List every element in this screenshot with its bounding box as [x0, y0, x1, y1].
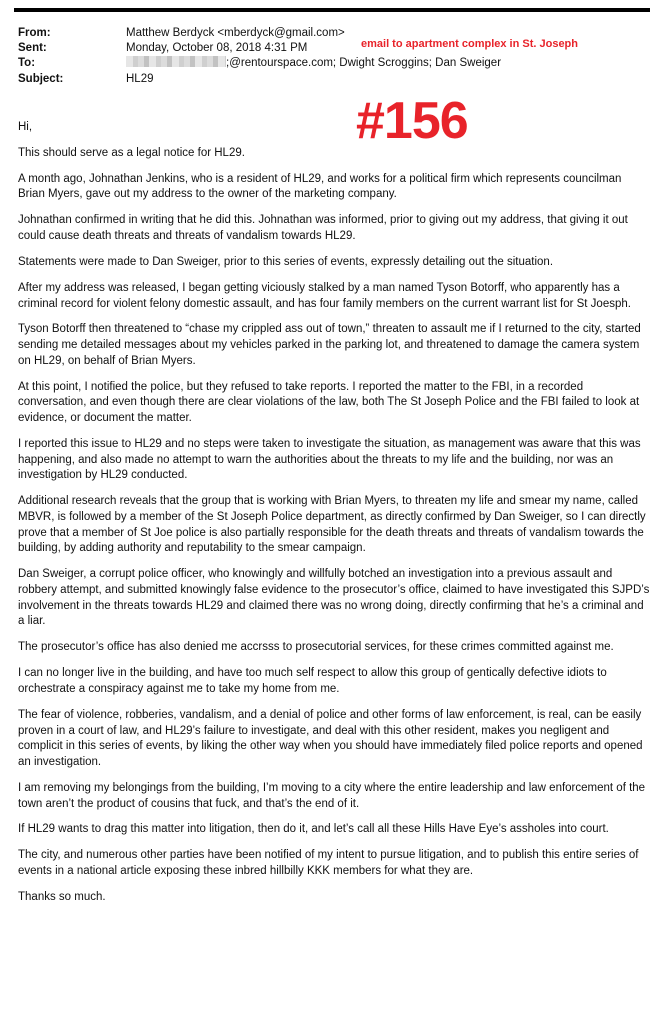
body-paragraph: I reported this issue to HL29 and no steps were taken to investigate the situation, as management was aware that this was happening, and also made no attempt to warn the authorities about the threats to my life and the building, nor was an investigation by HL29 conducted. [18, 438, 641, 482]
body-paragraph: This should serve as a legal notice for HL29. [18, 146, 245, 159]
body-paragraph: At this point, I notified the police, but they refused to take reports. I reported the matter to the FBI, in a recorded conversation, and even though there are clear violations of the law, both The St Joseph Police and the FBI failed to look at evidence, or document the matter. [18, 380, 640, 425]
top-rule [14, 8, 650, 12]
to-label: To: [18, 57, 36, 69]
red-annotation-number: #156 [356, 92, 468, 150]
subject-label: Subject: [18, 73, 64, 85]
body-paragraph: I can no longer live in the building, and have too much self respect to allow this group of gentically defective idiots to orchestrate a conspiracy against me to take my home from me. [18, 667, 607, 695]
body-paragraph: Additional research reveals that the group that is working with Brian Myers, to threaten my life and smear my name, called MBVR, is followed by a member of the St Joseph Police department, as directly confirmed by Dan Sweiger, so I can directly prove that a member of St Joe police is also partially responsible for the death threats and threats of vandalism towards the building, by adding authority and reputability to the smear campaign. [18, 495, 646, 555]
sent-value: Monday, October 08, 2018 4:31 PM [126, 42, 308, 54]
body-paragraph: I am removing my belongings from the building, I’m moving to a city where the entire leadership and law enforcement of the town aren’t the product of cousins that fuck, and that’s the end of it. [18, 781, 646, 810]
body-paragraph: Hi, [18, 121, 33, 133]
body-paragraph: Thanks so much. [18, 890, 106, 903]
email-body [18, 120, 650, 916]
sent-label: Sent: [18, 42, 47, 54]
body-paragraph: Dan Sweiger, a corrupt police officer, who knowingly and willfully botched an investigation into a previous assault and robbery attempt, and submitted knowingly false evidence to the prosecutor’s office, claimed to have investigated this SJPD’s involvement in the threats towards HL29 and claimed there was no wrong doing, directly confirming that he’s a criminal and a liar. [18, 568, 650, 628]
body-paragraph: The prosecutor’s office has also denied me accrsss to prosecutorial services, for these crimes committed against me. [18, 641, 614, 654]
to-value: ;@rentourspace.com; Dwight Scroggins; Dan Sweiger [226, 57, 502, 69]
body-paragraph: The fear of violence, robberies, vandalism, and a denial of police and other forms of law enforcement, is real, can be easily proven in a court of law, and HL29’s failure to investigate, and deal with this other resident, makes you negligent and complicit in this series of events, by liking the other way when you should have immediately filed police reports and opened an investigation. [18, 708, 643, 768]
from-value: Matthew Berdyck <mberdyck@gmail.com> [126, 27, 345, 39]
subject-value: HL29 [126, 73, 154, 85]
to-value-wrap [126, 56, 501, 71]
body-paragraph: If HL29 wants to drag this matter into litigation, then do it, and let’s call all these Hills Have Eye’s assholes into court. [18, 823, 609, 836]
body-paragraph: Johnathan confirmed in writing that he did this. Johnathan was informed, prior to giving out my address, that giving it out could cause death threats and threats of vandalism towards HL29. [18, 214, 628, 243]
body-paragraph: The city, and numerous other parties have been notified of my intent to pursue litigation, and to publish this entire series of events in a national article exposing these inbred hillbilly KKK members for what they are. [18, 849, 639, 878]
from-label: From: [18, 27, 51, 39]
body-paragraph: A month ago, Johnathan Jenkins, who is a resident of HL29, and works for a political firm which represents councilman Brian Myers, gave out my address to the owner of the marketing company. [18, 172, 622, 201]
body-paragraph: After my address was released, I began getting viciously stalked by a man named Tyson Botorff, who apparently has a criminal record for violent felony domestic assault, and has four family members on the current warrant list for St Joesph. [18, 281, 631, 310]
red-annotation-note: email to apartment complex in St. Joseph [361, 38, 578, 50]
body-paragraph: Tyson Botorff then threatened to “chase my crippled ass out of town,” threaten to assault me if I returned to the city, started sending me detailed messages about my vehicles parked in the parking lot, and threatened to damage the camera system on HL29, on behalf of Brian Myers. [18, 323, 641, 367]
redacted-address-blur [126, 56, 226, 67]
body-paragraph: Statements were made to Dan Sweiger, prior to this series of events, expressly detailing out the situation. [18, 255, 554, 268]
